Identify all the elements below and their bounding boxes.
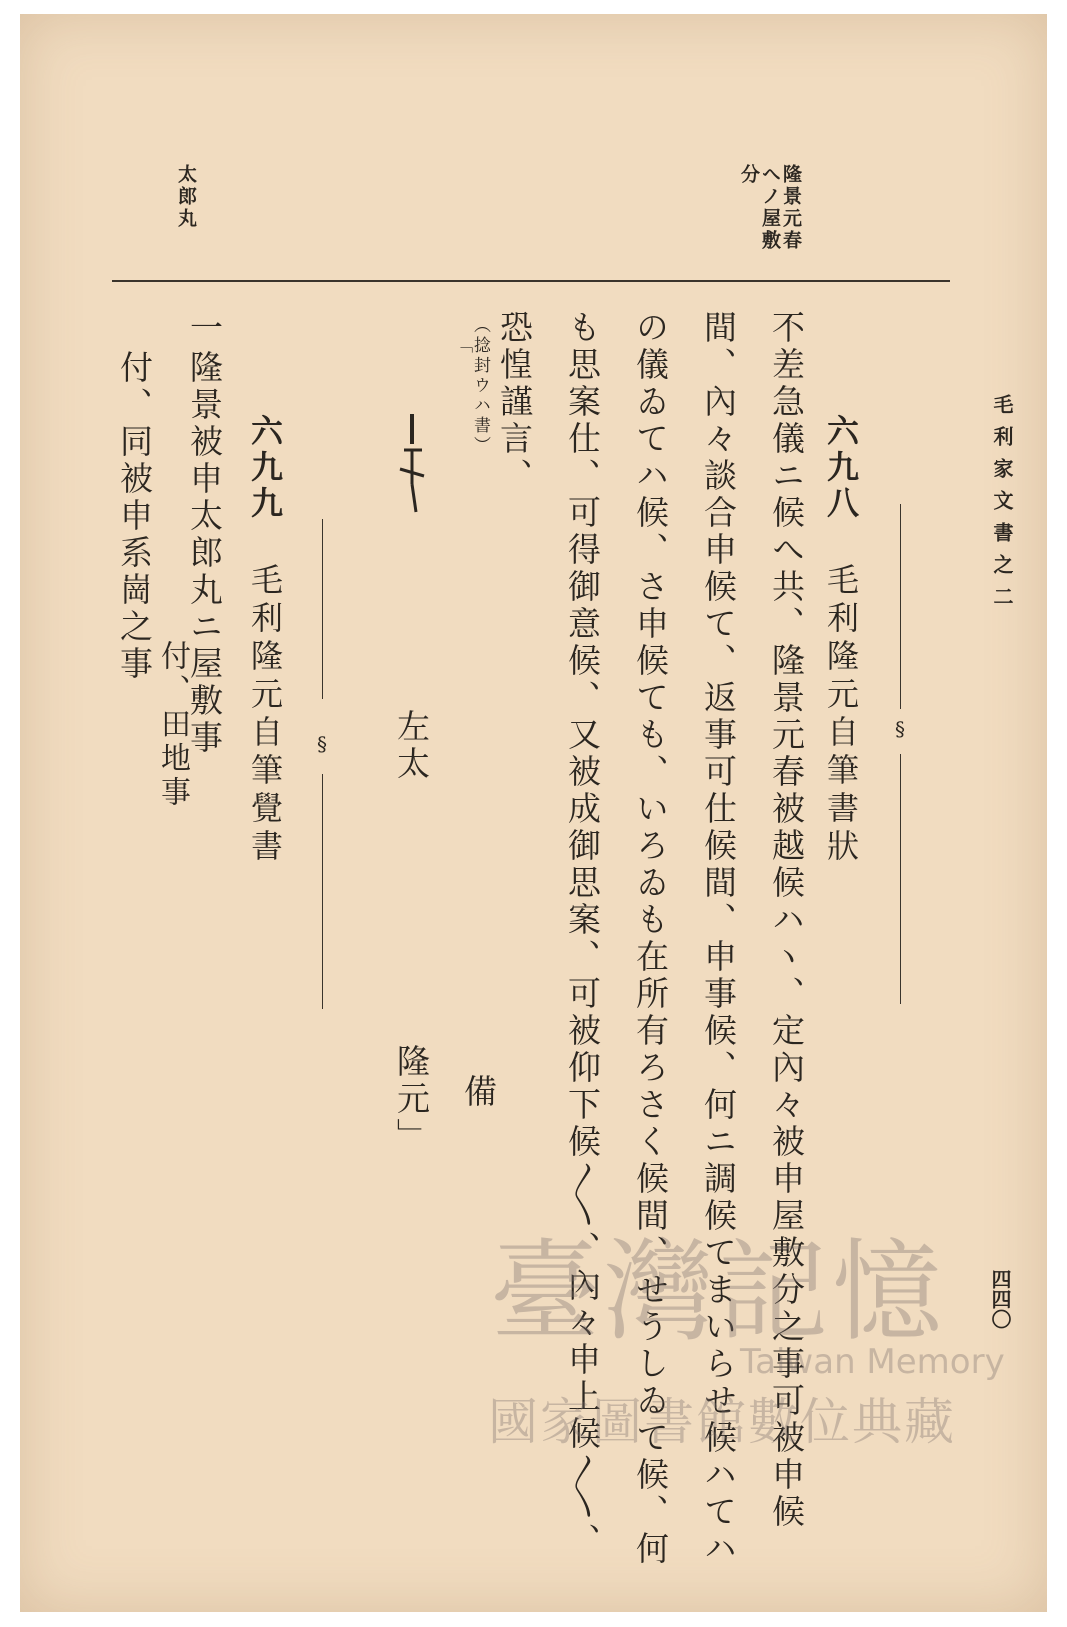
doc698-line: の儀ゐてハ候、さ申候ても、いろゐも在所有ろさく候間、せうしゐて候、何 xyxy=(631,310,670,1568)
doc698-addressee: 左太 xyxy=(392,709,431,783)
doc698-heading xyxy=(818,414,864,867)
doc699-heading xyxy=(242,414,288,867)
headnote-line2: へノ屋敷 xyxy=(759,164,781,252)
doc698-title: 毛利隆元自筆書狀 xyxy=(822,563,860,868)
doc698-line: 恐惶謹言、 xyxy=(495,310,534,495)
watermark-english: Taiwan Memory xyxy=(740,1342,1005,1382)
doc699-separator-top xyxy=(322,519,323,699)
doc699-title: 毛利隆元自筆覺書 xyxy=(246,563,284,868)
doc698-line: 不差急儀ニ候へ共、隆景元春被越候ハヽ、定內々被申屋敷分之事可被申候 xyxy=(767,310,806,1531)
watermark-logo: 臺灣記憶 xyxy=(490,1228,946,1356)
doc698-ornament: § xyxy=(895,717,905,741)
doc698-line: も思案仕、可得御意候、又被成御思案、可被仰下候〳〵、內々申上候〳〵、 xyxy=(563,310,602,1560)
doc699-number: 六九九 xyxy=(246,414,284,522)
running-title: 毛利家文書之二 xyxy=(990,394,1014,618)
doc698-separator-top xyxy=(900,504,901,709)
watermark-library: 國家圖書館數位典藏 xyxy=(488,1393,956,1451)
doc698-number: 六九八 xyxy=(822,414,860,522)
doc698-wrapper-quote: 「 xyxy=(452,336,472,356)
doc699-line2: 付、同被申系崗之事 xyxy=(115,350,154,683)
doc699-line1: 隆景被申太郎丸ニ屋敷事 xyxy=(185,350,224,757)
doc699-line1-sub: 付、田地事 xyxy=(155,640,190,810)
doc698-bi: 備 xyxy=(459,1074,498,1111)
doc698-sender: 隆元」 xyxy=(392,1044,431,1155)
kao-monogram xyxy=(392,414,432,514)
doc699-separator-bottom xyxy=(322,774,323,1009)
doc699-item-mark: 一 xyxy=(185,310,224,347)
header-rule xyxy=(112,280,950,282)
doc699-ornament: § xyxy=(317,732,327,756)
page-number: 四四〇 xyxy=(988,1269,1012,1329)
doc698-separator-bottom xyxy=(900,754,901,1004)
document-page xyxy=(20,14,1047,1612)
doc698-line: 間、內々談合申候て、返事可仕候間、申事候、何ニ調候てまいらせ候ハてハ xyxy=(699,310,738,1568)
doc698-wrapper-note: （捻封ウハ書） xyxy=(470,316,490,456)
headnote-line1: 隆景元春 xyxy=(780,164,802,252)
headnote-line3: 分 xyxy=(738,164,760,186)
headnote-taromaru: 太郎丸 xyxy=(175,164,197,230)
